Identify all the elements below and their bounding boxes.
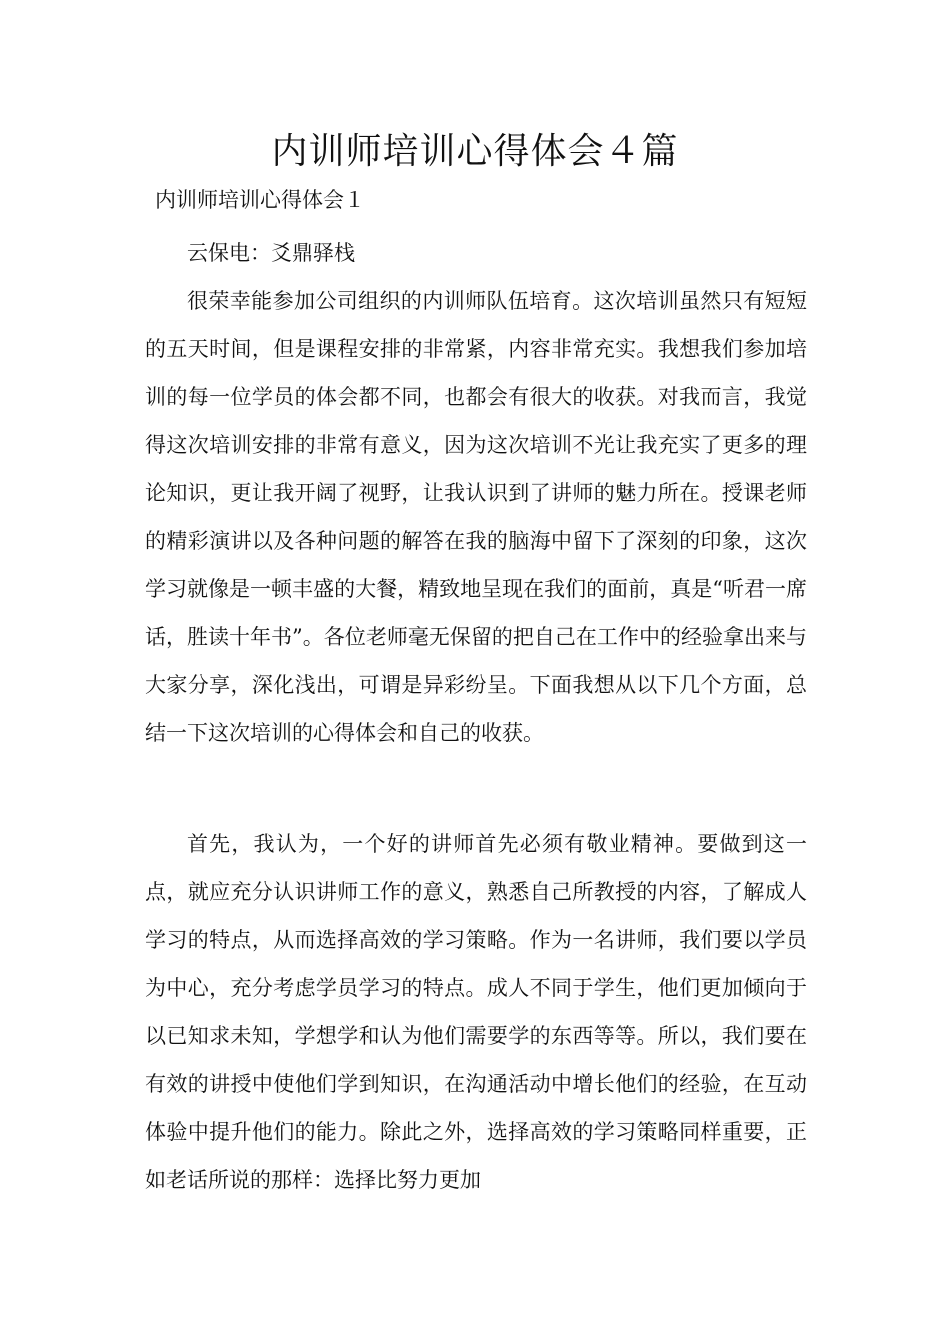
paragraph-2: 首先，我认为，一个好的讲师首先必须有敬业精神。要做到这一点，就应充分认识讲师工作的意义，熟悉自己所教授的内容，了解成人学习的特点，从而选择高效的学习策略。作为一名讲师，我们要以学员为中心，充分考虑学员学习的特点。成人不同于学生，他们更加倾向于以已知求未知，学想学和认为他们需要学的东西等等。所以，我们要在有效的讲授中使他们学到知识，在沟通活动中增长他们的经验，在互动体验中提升他们的能力。除此之外，选择高效的学习策略同样重要，正如老话所说的那样：选择比努力更加 xyxy=(145,832,807,1192)
author-line: 云保电：爻鼎驿栈 xyxy=(187,241,355,265)
document-subtitle: 内训师培训心得体会１ xyxy=(155,188,365,212)
document-title: 内训师培训心得体会４篇 xyxy=(271,131,679,172)
paragraph-1: 很荣幸能参加公司组织的内训师队伍培育。这次培训虽然只有短短的五天时间，但是课程安排的非常紧，内容非常充实。我想我们参加培训的每一位学员的体会都不同，也都会有很大的收获。对我而言，我觉得这次培训安排的非常有意义，因为这次培训不光让我充实了更多的理论知识，更让我开阔了视野，让我认识到了讲师的魅力所在。授课老师的精彩演讲以及各种问题的解答在我的脑海中留下了深刻的印象，这次学习就像是一顿丰盛的大餐，精致地呈现在我们的面前，真是“听君一席话，胜读十年书”。各位老师毫无保留的把自己在工作中的经验拿出来与大家分享，深化浅出，可谓是异彩纷呈。下面我想从以下几个方面，总结一下这次培训的心得体会和自己的收获。 xyxy=(145,289,807,745)
